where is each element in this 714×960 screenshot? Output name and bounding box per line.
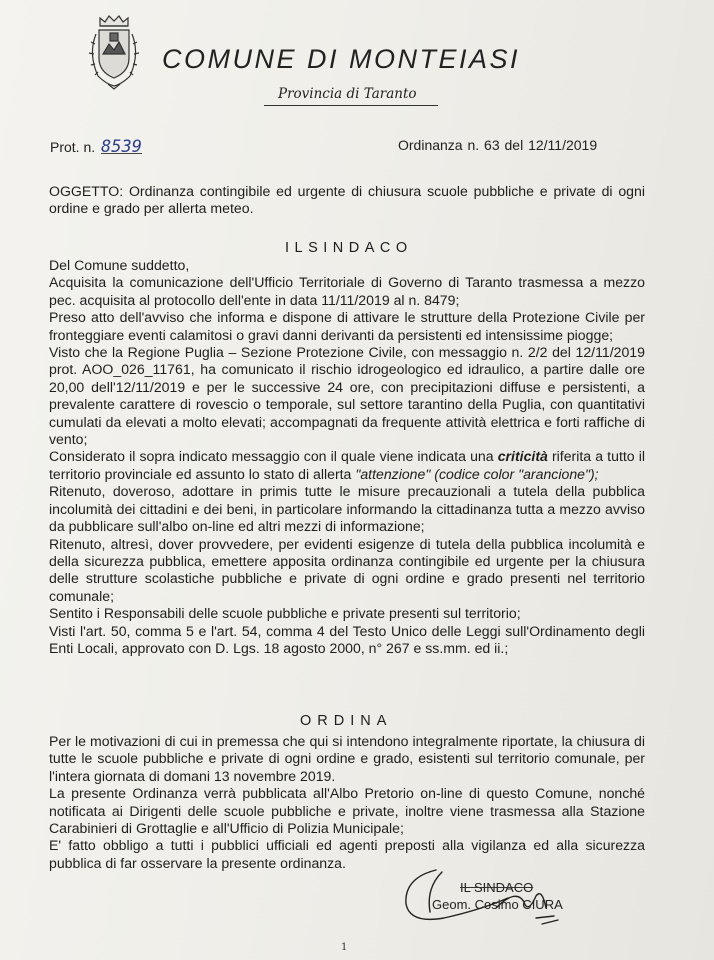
premise-5-mid: riferita a tutto il territorio provinciale ed assunto lo stato di allerta [49, 448, 645, 482]
order-3: E' fatto obbligo a tutti i pubblici ufficiali ed agenti preposti alla vigilanza ed alla sicurezza pubblica di far osservare la presente ordinanza. [49, 837, 645, 871]
orders-block [49, 733, 645, 872]
premise-7: Ritenuto, altresì, dover provvedere, per evidenti esigenze di tutela della pubblica incolumità e della sicurezza pubblica, emettere apposita ordinanza contingibile ed urgente per la chiusura delle strutture scolastiche pubbliche e private di ogni ordine e grado presenti nel territorio comunale; [49, 535, 645, 604]
order-2: La presente Ordinanza verrà pubblicata all'Albo Pretorio on-line di questo Comune, nonché notificata ai Dirigenti delle scuole pubbliche e private, inoltre viene trasmessa alla Stazione Carabinieri di Grottaglie e all'Ufficio di Polizia Municipale; [49, 785, 645, 837]
premise-5-attenzione: "attenzione" (codice color "arancione"); [355, 465, 599, 482]
page-number: 1 [341, 942, 348, 953]
order-1: Per le motivazioni di cui in premessa che qui si intendono integralmente riportate, la chiusura di tutte le scuole pubbliche e private di ogni ordine e grado, esistenti sul territorio comunale, per l'intera giornata di domani 13 novembre 2019. [49, 733, 645, 784]
premise-5 [49, 448, 645, 483]
subject-line: OGGETTO: Ordinanza contingibile ed urgente di chiusura scuole pubbliche e private di ogni ordine e grado per allerta meteo. [49, 183, 645, 217]
premises-block [49, 257, 645, 657]
protocol-line [50, 137, 142, 157]
premise-3: Preso atto dell'avviso che informa e dispone di attivare le strutture della Protezione Civile per fronteggiare eventi calamitosi o gravi danni derivanti da persistenti ed intensissime piogge; [49, 309, 645, 343]
ordinance-reference: Ordinanza n. 63 del 12/11/2019 [398, 137, 598, 153]
protocol-label: Prot. n. [50, 139, 96, 155]
province-subtitle: Provincia di Taranto [278, 86, 417, 102]
heading-il-sindaco: ILSINDACO [285, 240, 413, 256]
premise-5-start: Considerato il sopra indicato messaggio con il quale viene indicata una [49, 448, 498, 465]
municipality-title: COMUNE DI MONTEIASI [162, 44, 521, 74]
premise-4: Visto che la Regione Puglia – Sezione Protezione Civile, con messaggio n. 2/2 del 12/11/2019 prot. AOO_026_11761, ha comunicato il rischio idrogeologico ed idraulico, a partire dalle ore 20,00 dell'12/11/2019 e per le successive 24 ore, con precipitazioni diffuse e persistenti, a prevalente carattere di rovescio o temporale, sul settore tarantino della Puglia, con quantitativi cumulati da elevati a molto elevati; accompagnati da frequente attività elettrica e forti raffiche di vento; [49, 344, 645, 448]
signature-block [432, 879, 563, 913]
signature-name: Geom. Cosimo CIURA [432, 897, 563, 912]
premise-2: Acquisita la comunicazione dell'Ufficio Territoriale di Governo di Taranto trasmessa a mezzo pec. acquisita al protocollo dell'ente in data 11/11/2019 al n. 8479; [49, 274, 645, 308]
header-divider [264, 105, 438, 106]
premise-8: Sentito i Responsabili delle scuole pubbliche e private presenti sul territorio; [49, 605, 521, 622]
premise-9: Visti l'art. 50, comma 5 e l'art. 54, comma 4 del Testo Unico delle Leggi sull'Ordinamento degli Enti Locali, approvato con D. Lgs. 18 agosto 2000, n° 267 e ss.mm. ed ii.; [49, 622, 645, 656]
coat-of-arms-icon [86, 14, 142, 92]
premise-5-criticita: criticità [497, 448, 548, 465]
heading-ordina: ORDINA [300, 713, 393, 729]
protocol-number: 8539 [101, 137, 142, 157]
signature-title: IL SINDACO [460, 880, 534, 895]
premise-1: Del Comune suddetto, [49, 257, 190, 273]
premise-6: Ritenuto, doveroso, adottare in primis tutte le misure precauzionali a tutela della pubblica incolumità dei cittadini e dei beni, in particolare informando la cittadinanza tutta a mezzo avviso da pubblicare sull'albo on-line ed altri mezzi di informazione; [49, 483, 645, 535]
